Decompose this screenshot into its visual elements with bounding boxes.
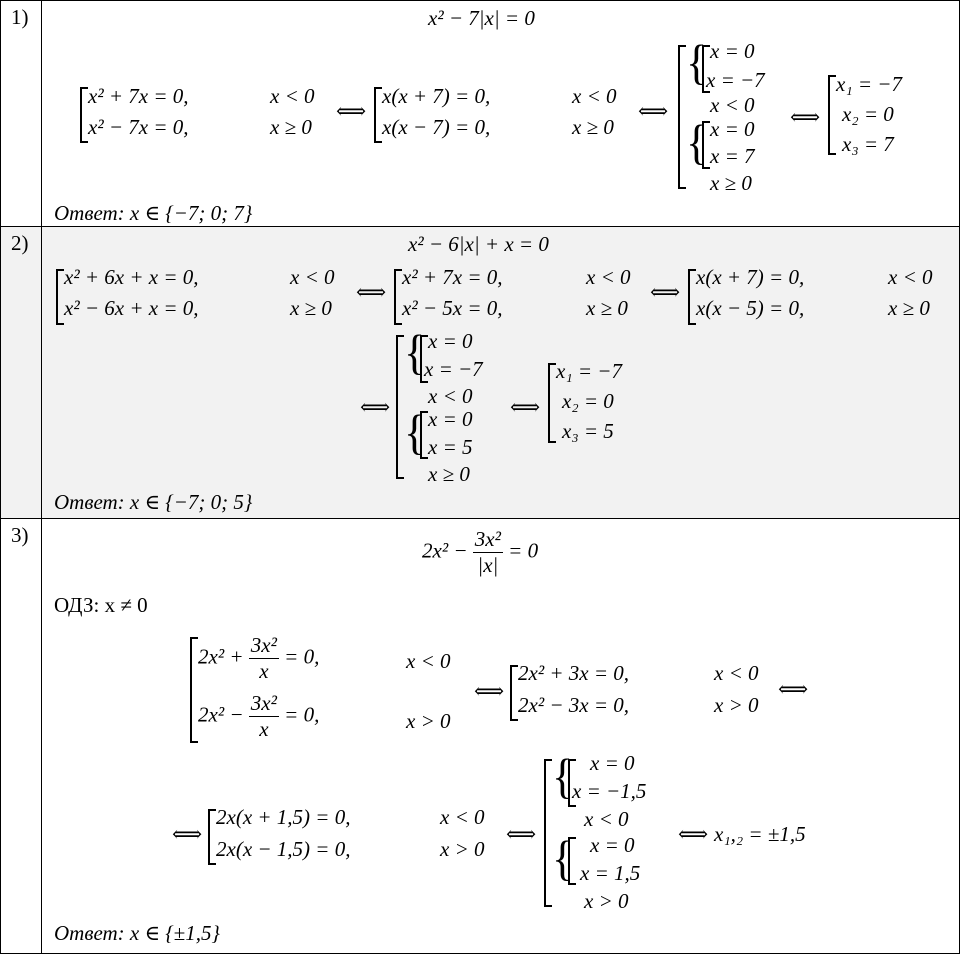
- answer: Ответ: x ∈ {−7; 0; 5}: [54, 490, 253, 514]
- problem-1-solution: x² − 7|x| = 0 x² + 7x = 0, x < 0 x² − 7x = 0, x ≥ 0 ⟺ x(x + 7) = 0, x < 0 x(x − 7) = 0, x ≥ 0 ⟺ { x = 0 x = −7 x < 0 { x = 0 x = 7 x ≥ 0 ⟺ x₁ = −7 x₂ = 0 x₃ = 7 Ответ: x ∈ {−7; 0; 7}: [42, 1, 960, 227]
- equation: x² − 7|x| = 0: [428, 6, 535, 30]
- bracket: [208, 809, 216, 865]
- equation: x² − 6|x| + x = 0: [408, 232, 549, 256]
- problem-number: 3): [1, 519, 42, 954]
- problem-2-solution: x² − 6|x| + x = 0 x² + 6x + x = 0, x < 0 x² − 6x + x = 0, x ≥ 0 ⟺ x² + 7x = 0, x < 0 x² − 5x = 0, x ≥ 0 ⟺ x(x + 7) = 0, x < 0 x(x − 5) = 0, x ≥ 0 ⟺ { x = 0 x = −7 x < 0 { x = 0 x = 5 x ≥ 0 ⟺ x₁ = −7 x₂ = 0 x₃ = 5 Ответ: x ∈ {−7; 0; 5}: [42, 227, 960, 519]
- result: x₁,₂ = ±1,5: [714, 822, 806, 846]
- brace: {: [686, 115, 708, 170]
- equivalence-symbol: ⟺: [356, 280, 387, 304]
- bracket: [56, 269, 64, 325]
- equivalence-symbol: ⟺: [638, 99, 669, 123]
- equivalence-symbol: ⟺: [678, 822, 709, 846]
- answer: Ответ: x ∈ {−7; 0; 7}: [54, 201, 253, 225]
- equivalence-symbol: ⟺: [336, 99, 367, 123]
- bracket: [396, 335, 404, 479]
- equivalence-symbol: ⟺: [790, 105, 821, 129]
- bracket: [510, 665, 518, 721]
- bracket: [548, 363, 556, 443]
- problem-number: 1): [1, 1, 42, 227]
- bracket: [420, 411, 428, 459]
- bracket: [374, 87, 382, 143]
- bracket: [702, 121, 710, 169]
- equivalence-symbol: ⟺: [510, 395, 541, 419]
- brace: {: [552, 831, 574, 886]
- brace: {: [686, 35, 708, 90]
- brace: {: [404, 405, 426, 460]
- equivalence-symbol: ⟺: [778, 677, 809, 701]
- problem-number: 2): [1, 227, 42, 519]
- bracket: [568, 837, 576, 885]
- bracket: [394, 269, 402, 325]
- equivalence-symbol: ⟺: [650, 280, 681, 304]
- answer: Ответ: x ∈ {±1,5}: [54, 921, 220, 945]
- bracket: [688, 269, 696, 325]
- bracket: [190, 637, 198, 743]
- problem-3-solution: 2x² − $\frac{\text{3x²}}{|x|}$ = 0 ОДЗ: x ≠ 0 2x² + $\frac{\text{3x²}}{x}$ = 0, x < 0 2x² − $\frac{\text{3x²}}{x}$ = 0, x > 0 ⟺ 2x² + 3x = 0, x < 0 2x² − 3x = 0, x > 0 ⟺ ⟺ 2x(x + 1,5) = 0, x < 0 2x(x − 1,5) = 0, x > 0 ⟺ { x = 0 x = −1,5 x < 0 { x = 0 x = 1,5 x > 0 ⟺ x₁,₂ = ±1,5 Ответ: x ∈ {±1,5}: [42, 519, 960, 954]
- equivalence-symbol: ⟺: [172, 822, 203, 846]
- brace: {: [404, 325, 426, 380]
- equivalence-symbol: ⟺: [360, 395, 391, 419]
- bracket: [544, 759, 552, 907]
- bracket: [678, 45, 686, 189]
- equation: 2x² − $\frac{\text{3x²}}{|x|}$ = 0: [422, 527, 539, 577]
- odz-condition: ОДЗ: x ≠ 0: [54, 593, 148, 617]
- bracket: [828, 75, 836, 155]
- bracket: [80, 87, 88, 143]
- brace: {: [552, 749, 574, 804]
- equivalence-symbol: ⟺: [506, 822, 537, 846]
- equivalence-symbol: ⟺: [474, 679, 505, 703]
